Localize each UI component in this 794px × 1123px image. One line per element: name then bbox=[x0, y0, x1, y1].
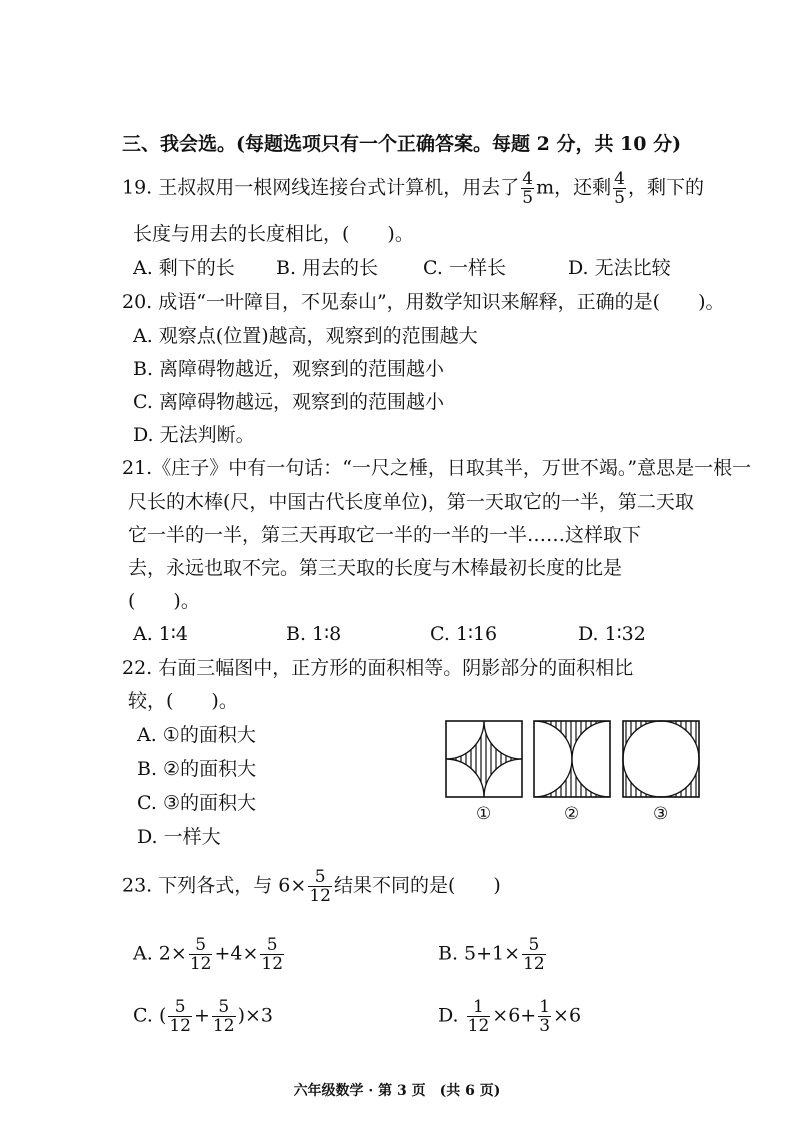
opt-text: +4× bbox=[214, 942, 259, 965]
frac-num: 5 bbox=[189, 936, 213, 955]
q19-text-a: 19. 王叔叔用一根网线连接台式计算机，用去了 bbox=[122, 176, 520, 199]
figure-label-1: ① bbox=[476, 804, 492, 824]
q23-option-a bbox=[133, 936, 286, 973]
q21-option-b: B. 1∶8 bbox=[286, 623, 342, 645]
page-footer: 六年级数学 · 第 3 页 (共 6 页) bbox=[293, 1083, 501, 1099]
q22-option-b: B. ②的面积大 bbox=[137, 758, 257, 780]
fraction bbox=[189, 936, 213, 973]
q23-stem-fraction bbox=[308, 868, 332, 905]
frac-den: 5 bbox=[614, 188, 625, 208]
frac-den: 5 bbox=[522, 188, 534, 208]
opt-text: C. ( bbox=[133, 1004, 167, 1027]
frac-den: 12 bbox=[523, 954, 545, 974]
frac-den: 12 bbox=[467, 1016, 490, 1036]
section-title: 三、我会选。(每题选项只有一个正确答案。每题 2 分，共 10 分) bbox=[122, 133, 682, 155]
q19-text-b: m，还剩 bbox=[536, 176, 612, 199]
q22-option-c: C. ③的面积大 bbox=[137, 792, 256, 814]
q21-option-d: D. 1∶32 bbox=[578, 623, 646, 645]
q21-option-a: A. 1∶4 bbox=[133, 623, 188, 645]
opt-text: )×3 bbox=[237, 1004, 273, 1027]
q21-option-c: C. 1∶16 bbox=[430, 623, 498, 645]
q23-option-d bbox=[438, 998, 581, 1035]
frac-num: 1 bbox=[467, 998, 491, 1017]
frac-num: 5 bbox=[212, 998, 236, 1017]
frac-num: 5 bbox=[522, 936, 546, 955]
q20-option-a: A. 观察点(位置)越高，观察到的范围越大 bbox=[133, 325, 478, 347]
fraction bbox=[212, 998, 236, 1035]
q22-figures bbox=[444, 718, 704, 804]
q20-option-b: B. 离障碍物越近，观察到的范围越小 bbox=[133, 358, 445, 380]
q21-line3: 它一半的一半，第三天再取它一半的一半的一半……这样取下 bbox=[128, 524, 642, 546]
frac-num: 5 bbox=[260, 936, 284, 955]
fraction bbox=[467, 998, 491, 1035]
q19-line2: 长度与用去的长度相比，( )。 bbox=[133, 223, 414, 245]
frac-num: 5 bbox=[308, 868, 332, 887]
q19-fraction-2 bbox=[613, 170, 626, 207]
figure-3-square bbox=[623, 721, 699, 797]
q21-line2: 尺长的木棒(尺，中国古代长度单位)，第一天取它的一半，第二天取 bbox=[128, 491, 694, 513]
opt-text: A. 2× bbox=[133, 942, 187, 965]
fraction bbox=[168, 998, 192, 1035]
q19-fraction-1 bbox=[521, 170, 534, 207]
frac-den: 12 bbox=[212, 1016, 235, 1036]
q23-stem-b: 结果不同的是( ) bbox=[333, 874, 501, 897]
q19-line1 bbox=[122, 170, 704, 207]
frac-den: 12 bbox=[169, 1016, 191, 1036]
frac-num: 5 bbox=[168, 998, 192, 1017]
q20-option-d: D. 无法判断。 bbox=[133, 424, 255, 446]
q23-stem-a: 23. 下列各式，与 6× bbox=[122, 874, 307, 897]
q20-stem: 20. 成语“一叶障目，不见泰山”，用数学知识来解释，正确的是( )。 bbox=[122, 291, 725, 313]
q22-option-d: D. 一样大 bbox=[137, 826, 221, 848]
q19-text-c: ，剩下的 bbox=[627, 176, 704, 199]
opt-text: B. 5+1× bbox=[438, 942, 521, 965]
fraction bbox=[522, 936, 546, 973]
q22-option-a: A. ①的面积大 bbox=[137, 724, 256, 746]
opt-text: D. bbox=[438, 1004, 465, 1027]
figure-label-3: ③ bbox=[653, 804, 669, 824]
figure-label-2: ② bbox=[564, 804, 580, 824]
frac-den: 12 bbox=[189, 954, 212, 974]
q21-line5: ( )。 bbox=[128, 590, 200, 612]
q23-option-b bbox=[438, 936, 548, 973]
frac-num: 4 bbox=[522, 169, 534, 189]
q22-line2: 较，( )。 bbox=[128, 690, 238, 712]
q19-option-c: C. 一样长 bbox=[423, 257, 506, 279]
frac-den: 3 bbox=[539, 1016, 551, 1036]
opt-text: + bbox=[194, 1004, 210, 1027]
q23-option-c bbox=[133, 998, 273, 1035]
fraction bbox=[538, 998, 551, 1035]
frac-den: 12 bbox=[261, 954, 284, 974]
frac-num: 1 bbox=[539, 997, 551, 1017]
opt-text: ×6+ bbox=[492, 1004, 537, 1027]
q20-option-c: C. 离障碍物越远，观察到的范围越小 bbox=[133, 391, 444, 413]
opt-text: ×6 bbox=[553, 1004, 582, 1027]
frac-den: 12 bbox=[309, 886, 331, 906]
q21-line1: 21.《庄子》中有一句话：“一尺之棰，日取其半，万世不竭。”意思是一根一 bbox=[122, 457, 752, 479]
frac-num: 4 bbox=[614, 169, 625, 189]
q23-stem bbox=[122, 868, 501, 905]
figure-1-square bbox=[446, 721, 522, 797]
q19-option-d: D. 无法比较 bbox=[568, 257, 671, 279]
q19-option-a: A. 剩下的长 bbox=[133, 257, 235, 279]
fraction bbox=[260, 936, 284, 973]
q22-line1: 22. 右面三幅图中，正方形的面积相等。阴影部分的面积相比 bbox=[122, 657, 634, 679]
q21-line4: 去，永远也取不完。第三天取的长度与木棒最初长度的比是 bbox=[128, 557, 623, 579]
q19-option-b: B. 用去的长 bbox=[276, 257, 379, 279]
